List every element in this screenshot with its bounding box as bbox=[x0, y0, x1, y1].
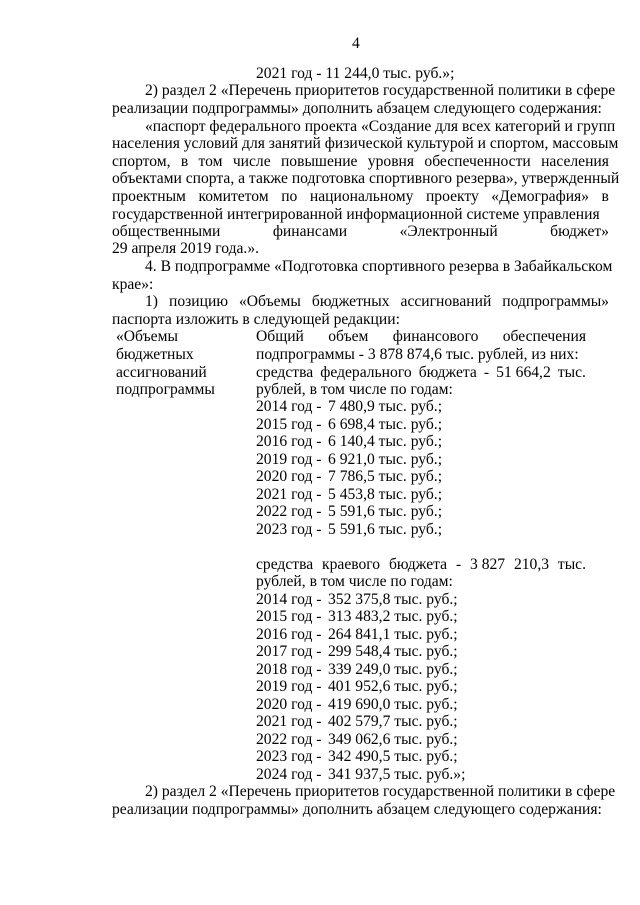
year-label: 2016 год - bbox=[256, 626, 322, 643]
word: общественными bbox=[112, 223, 221, 240]
text-line bbox=[145, 293, 609, 311]
amount-value: 299 548,4 тыс. руб.; bbox=[328, 643, 458, 660]
word: средства bbox=[256, 364, 314, 381]
year-label: 2022 год - bbox=[256, 503, 322, 520]
word: в bbox=[601, 188, 609, 205]
year-label: 2017 год - bbox=[256, 643, 322, 660]
text-line: населения условий для занятий физической культурой и спортом, массовым bbox=[112, 135, 619, 152]
word: бюджет» bbox=[550, 223, 609, 240]
amount-value: 6 921,0 тыс. руб.; bbox=[328, 451, 443, 468]
text-line: 2) раздел 2 «Перечень приоритетов государственной политики в сфере bbox=[145, 783, 616, 800]
regional-year-row bbox=[256, 608, 458, 626]
amount-value: 401 952,6 тыс. руб.; bbox=[328, 678, 458, 695]
text-line: 2) раздел 2 «Перечень приоритетов государственной политики в сфере bbox=[145, 82, 616, 99]
table-value-line bbox=[256, 556, 586, 574]
year-label: 2023 год - bbox=[256, 748, 322, 765]
regional-year-row bbox=[256, 661, 458, 679]
text-line: «паспорт федерального проекта «Создание для всех категорий и групп bbox=[145, 118, 616, 135]
word: бюджета bbox=[388, 556, 448, 573]
word: тыс. bbox=[557, 364, 586, 381]
word: - bbox=[483, 364, 490, 381]
word: спортом, bbox=[112, 153, 171, 170]
year-label: 2014 год - bbox=[256, 398, 322, 415]
year-label: 2020 год - bbox=[256, 468, 322, 485]
year-label: 2014 год - bbox=[256, 591, 322, 608]
word: числе bbox=[232, 153, 271, 170]
amount-value: 339 249,0 тыс. руб.; bbox=[328, 661, 458, 678]
word: населения bbox=[541, 153, 609, 170]
amount-value: 349 062,6 тыс. руб.; bbox=[328, 731, 458, 748]
table-value-line: рублей, в том числе по годам: bbox=[256, 381, 453, 398]
table-value-line: рублей, в том числе по годам: bbox=[256, 573, 453, 590]
year-label: 2021 год - bbox=[256, 486, 322, 503]
word: тыс. bbox=[557, 556, 586, 573]
table-label-cell: бюджетных bbox=[116, 346, 194, 363]
federal-year-row bbox=[256, 468, 442, 486]
table-value-line: подпрограммы - 3 878 874,6 тыс. рублей, из них: bbox=[256, 346, 579, 363]
amount-value: 313 483,2 тыс. руб.; bbox=[328, 608, 458, 625]
amount-value: 6 140,4 тыс. руб.; bbox=[328, 433, 443, 450]
word: - bbox=[455, 556, 462, 573]
year-label: 2015 год - bbox=[256, 416, 322, 433]
regional-year-row bbox=[256, 766, 465, 784]
regional-year-row bbox=[256, 678, 458, 696]
year-label: 2020 год - bbox=[256, 696, 322, 713]
federal-year-row bbox=[256, 503, 442, 521]
word: уровня bbox=[367, 153, 415, 170]
text-line bbox=[112, 188, 609, 206]
year-label: 2016 год - bbox=[256, 433, 322, 450]
text-line: крае»: bbox=[112, 276, 154, 293]
table-value-line bbox=[256, 364, 586, 382]
word: Общий bbox=[256, 328, 304, 345]
federal-year-row bbox=[256, 398, 442, 416]
federal-year-row bbox=[256, 521, 442, 539]
text-line: государственной интегрированной информационной системе управления bbox=[112, 206, 600, 223]
amount-value: 5 591,6 тыс. руб.; bbox=[328, 503, 443, 520]
federal-year-row bbox=[256, 451, 442, 469]
word: позицию bbox=[168, 293, 228, 310]
word: 51 664,2 bbox=[496, 364, 551, 381]
word: том bbox=[198, 153, 223, 170]
word: федерального bbox=[320, 364, 412, 381]
federal-year-row bbox=[256, 486, 442, 504]
federal-year-row bbox=[256, 416, 442, 434]
regional-year-row bbox=[256, 591, 458, 609]
year-label: 2023 год - bbox=[256, 521, 322, 538]
page-number: 4 bbox=[352, 35, 360, 52]
amount-value: 341 937,5 тыс. руб.»; bbox=[328, 766, 466, 783]
table-label-cell: подпрограммы bbox=[116, 381, 215, 398]
table-value-line bbox=[256, 328, 586, 346]
table-label-cell: «Объемы bbox=[116, 328, 178, 345]
year-label: 2018 год - bbox=[256, 661, 322, 678]
word: ассигнований bbox=[400, 293, 492, 310]
amount-value: 5 453,8 тыс. руб.; bbox=[328, 486, 443, 503]
text-line: паспорта изложить в следующей редакции: bbox=[112, 311, 400, 328]
word: бюджета bbox=[418, 364, 477, 381]
year-label: 2021 год - bbox=[256, 713, 322, 730]
amount-value: 5 591,6 тыс. руб.; bbox=[328, 521, 443, 538]
word: повышение bbox=[280, 153, 358, 170]
word: 210,3 bbox=[513, 556, 550, 573]
year-label: 2019 год - bbox=[256, 678, 322, 695]
regional-year-row bbox=[256, 696, 458, 714]
word: обеспеченности bbox=[424, 153, 531, 170]
word: проекту bbox=[425, 188, 479, 205]
word: 3 827 bbox=[470, 556, 506, 573]
amount-value: 7 480,9 тыс. руб.; bbox=[328, 398, 443, 415]
word: национальному bbox=[309, 188, 414, 205]
year-label: 2022 год - bbox=[256, 731, 322, 748]
text-line: реализации подпрограммы» дополнить абзацем следующего содержания: bbox=[112, 801, 602, 818]
text-line: реализации подпрограммы» дополнить абзацем следующего содержания: bbox=[112, 100, 602, 117]
amount-value: 342 490,5 тыс. руб.; bbox=[328, 748, 458, 765]
word: «Электронный bbox=[399, 223, 498, 240]
regional-year-row bbox=[256, 731, 458, 749]
regional-year-row bbox=[256, 643, 458, 661]
section-heading: 4. В подпрограмме «Подготовка спортивного резерва в Забайкальском bbox=[145, 258, 613, 275]
year-label: 2019 год - bbox=[256, 451, 322, 468]
amount-value: 264 841,1 тыс. руб.; bbox=[328, 626, 458, 643]
word: в bbox=[180, 153, 189, 170]
year-label: 2015 год - bbox=[256, 608, 322, 625]
word: комитетом bbox=[198, 188, 269, 205]
word: финансового bbox=[392, 328, 479, 345]
word: 1) bbox=[145, 293, 158, 310]
word: финансами bbox=[272, 223, 348, 240]
amount-value: 7 786,5 тыс. руб.; bbox=[328, 468, 443, 485]
text-line bbox=[112, 153, 609, 171]
regional-year-row bbox=[256, 748, 458, 766]
year-label: 2024 год - bbox=[256, 766, 322, 783]
regional-year-row bbox=[256, 713, 458, 731]
word: краевого bbox=[322, 556, 381, 573]
word: «Демография» bbox=[491, 188, 590, 205]
text-line bbox=[112, 223, 609, 241]
table-label-cell: ассигнований bbox=[116, 364, 207, 381]
word: подпрограммы» bbox=[502, 293, 609, 310]
word: обеспечения bbox=[502, 328, 586, 345]
amount-value: 6 698,4 тыс. руб.; bbox=[328, 416, 443, 433]
amount-value: 352 375,8 тыс. руб.; bbox=[328, 591, 458, 608]
word: «Объемы bbox=[238, 293, 301, 310]
text-line: 29 апреля 2019 года.». bbox=[112, 240, 260, 257]
word: средства bbox=[256, 556, 314, 573]
word: проектным bbox=[112, 188, 186, 205]
federal-year-row bbox=[256, 433, 442, 451]
amount-value: 419 690,0 тыс. руб.; bbox=[328, 696, 458, 713]
word: объем bbox=[328, 328, 369, 345]
word: бюджетных bbox=[311, 293, 390, 310]
word: по bbox=[281, 188, 298, 205]
text-line: 2021 год - 11 244,0 тыс. руб.»; bbox=[256, 65, 455, 82]
text-line: объектами спорта, а также подготовка спортивного резерва», утвержденный bbox=[112, 170, 620, 187]
regional-year-row bbox=[256, 626, 458, 644]
amount-value: 402 579,7 тыс. руб.; bbox=[328, 713, 458, 730]
